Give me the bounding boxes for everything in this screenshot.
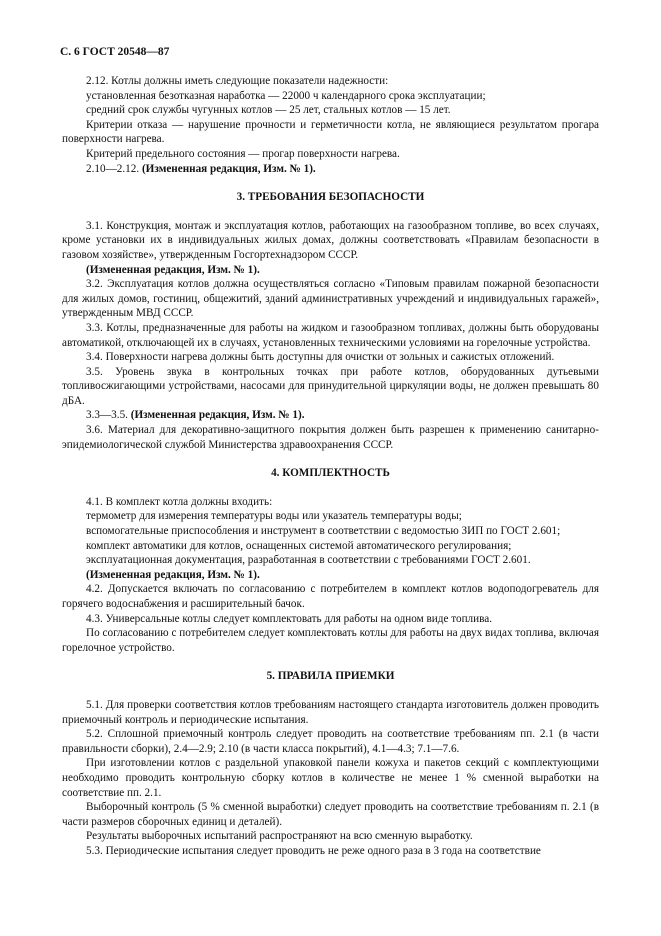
paragraph-3-2: 3.2. Эксплуатация котлов должна осуществляться согласно «Типовым правилам пожарной безопасности для жилых домов, гостиниц, общежитий, зданий административных учреждений и индивидуальных гаражей», утвержденным МВД СССР. <box>62 278 599 320</box>
paragraph: Критерии отказа — нарушение прочности и герметичности котла, не являющиеся результатом прогара поверхности нагрева. <box>62 118 599 146</box>
amendment-label: (Измененная редакция, Изм. № 1). <box>141 162 316 175</box>
page-header: С. 6 ГОСТ 20548—87 <box>60 46 170 58</box>
paragraph-3-3: 3.3. Котлы, предназначенные для работы на жидком и газообразном топливах, должны быть оборудованы автоматикой, отключающей их в случаях, установленных техническими условиями на горелочные устройства. <box>62 321 599 349</box>
paragraph-3-1: 3.1. Конструкция, монтаж и эксплуатация котлов, работающих на газообразном топливе, во всех случаях, кроме установки их в индивидуальных жилых домах, должны соответствовать «Правилам безопасности в газовом хозяйстве», утвержденным Госгортехнадзором СССР. <box>62 219 599 261</box>
amendment-ref: 2.10—2.12. <box>86 162 140 175</box>
paragraph: комплект автоматики для котлов, оснащенных системой автоматического регулирования; <box>86 539 512 552</box>
paragraph: средний срок службы чугунных котлов — 25 лет, стальных котлов — 15 лет. <box>86 104 451 117</box>
amendment-note <box>62 162 599 177</box>
paragraph: эксплуатационная документация, разработанная в соответствии с требованиями ГОСТ 2.601. <box>86 554 531 567</box>
amendment-label: (Измененная редакция, Изм. № 1). <box>86 568 260 581</box>
paragraph-5-2: 5.2. Сплошной приемочный контроль следует проводить на соответствие требованиям пп. 2.1 (в части правильности сборки), 2.4—2.9; 2.10 (в части класса покрытий), 4.1—4.3; 7.1—7.6. <box>62 728 599 755</box>
amendment-label: (Измененная редакция, Изм. № 1). <box>130 409 305 422</box>
paragraph: Выборочный контроль (5 % сменной выработки) следует проводить на соответствие требованиям п. 2.1 (в части размеров сборочных единиц и деталей). <box>62 801 599 828</box>
paragraph-3-5: 3.5. Уровень звука в контрольных точках при работе котлов, оборудованных дутьевыми топливосжигающими устройствами, насосами для принудительной циркуляции воды, не должен превышать 80 дБА. <box>62 365 599 407</box>
paragraph: термометр для измерения температуры воды или указатель температуры воды; <box>86 510 462 523</box>
paragraph: установленная безотказная наработка — 22000 ч календарного срока эксплуатации; <box>86 89 486 102</box>
document-body <box>62 74 599 859</box>
paragraph: При изготовлении котлов с раздельной упаковкой панели кожуха и пакетов секций с комплектующими необходимо проводить контрольную сборку котлов в количестве не менее 1 % сменной выработки на соответствие пп. 2.1. <box>62 757 599 799</box>
amendment-note <box>62 408 599 423</box>
section-title-3: 3. ТРЕБОВАНИЯ БЕЗОПАСНОСТИ <box>236 191 425 204</box>
section-title-5: 5. ПРАВИЛА ПРИЕМКИ <box>266 670 395 683</box>
paragraph-3-6: 3.6. Материал для декоративно-защитного покрытия должен быть разрешен к применению санитарно-эпидемиологической службой Министерства здравоохранения СССР. <box>62 424 599 451</box>
paragraph-4-2: 4.2. Допускается включать по согласованию с потребителем в комплект котлов водоподогреватель для горячего водоснабжения и расширительный бачок. <box>62 583 599 610</box>
paragraph-5-3: 5.3. Периодические испытания следует проводить не реже одного раза в 3 года на соответствие <box>86 844 541 857</box>
paragraph-4-1: 4.1. В комплект котла должны входить: <box>86 495 273 508</box>
amendment-ref: 3.3—3.5. <box>86 409 128 422</box>
paragraph-5-1: 5.1. Для проверки соответствия котлов требованиям настоящего стандарта изготовитель должен проводить приемочный контроль и периодические испытания. <box>62 698 599 726</box>
amendment-label: (Измененная редакция, Изм. № 1). <box>86 263 260 276</box>
paragraph: По согласованию с потребителем следует комплектовать котлы для работы на двух видах топлива, включая горелочное устройство. <box>62 627 599 654</box>
paragraph-3-4: 3.4. Поверхности нагрева должны быть доступны для очистки от зольных и сажистых отложений. <box>86 351 555 364</box>
paragraph-4-3: 4.3. Универсальные котлы следует комплектовать для работы на одном виде топлива. <box>86 612 493 625</box>
paragraph: вспомогательные приспособления и инструмент в соответствии с ведомостью ЗИП по ГОСТ 2.601; <box>86 525 561 538</box>
section-title-4: 4. КОМПЛЕКТНОСТЬ <box>271 467 390 480</box>
paragraph-2-12: 2.12. Котлы должны иметь следующие показатели надежности: <box>86 75 389 87</box>
paragraph: Критерий предельного состояния — прогар поверхности нагрева. <box>86 147 400 160</box>
paragraph: Результаты выборочных испытаний распространяют на всю сменную выработку. <box>86 830 473 843</box>
